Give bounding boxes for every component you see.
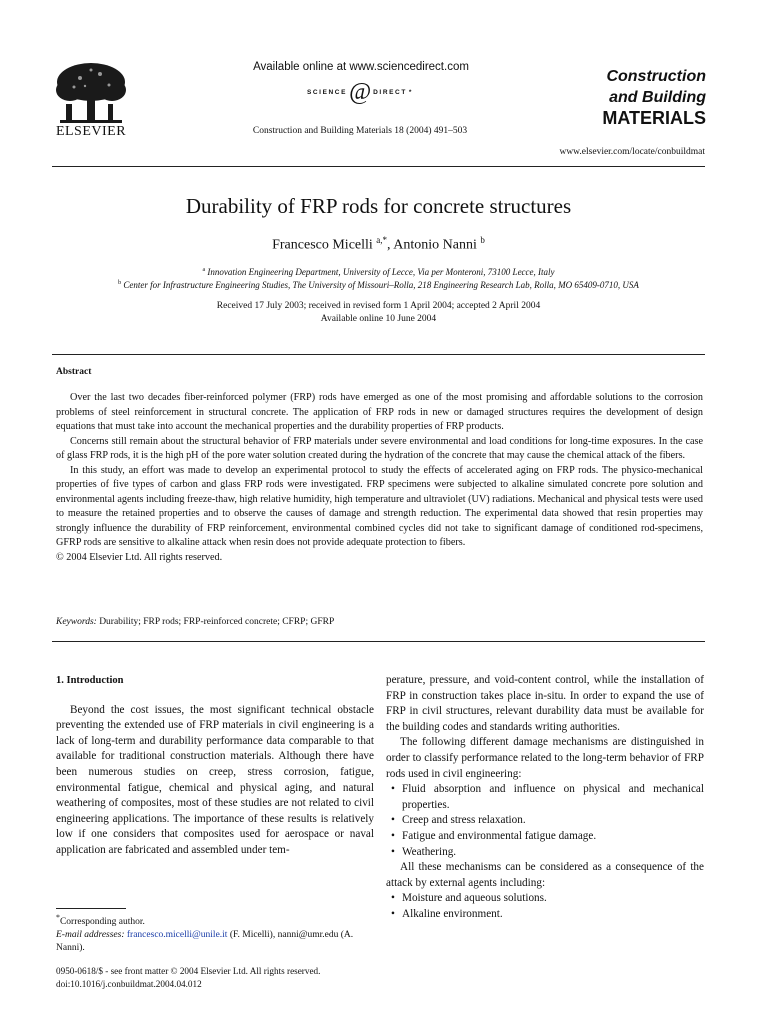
sd-right-word: DIRECT [373,88,407,96]
email-link[interactable]: francesco.micelli@unile.it [126,930,228,941]
bullet-icon: • [391,814,395,827]
section-1-heading: 1. Introduction [56,675,124,686]
list-item-text: Creep and stress relaxation. [402,814,526,827]
doi-line: doi:10.1016/j.conbuildmat.2004.04.012 [56,979,202,989]
author-1: Francesco Micelli [272,237,373,253]
body-left-column [56,673,374,859]
list-item-text: Fluid absorption and influence on physical and mechanical properties. [402,783,704,811]
keywords-label: Keywords: [56,617,97,627]
author-list [52,235,705,254]
abstract-heading: Abstract [56,367,92,377]
intro-paragraph-1-cont: perature, pressure, and void-content control, while the installation of FRP in construction takes place in-situ. In order to expand the use of FRP in civil structures, relevant durability data must be available for the building codes and standards writing authorities. [386,674,704,733]
abstract-body [56,391,703,565]
abstract-top-divider [52,354,705,355]
list-item [386,891,704,907]
abstract-paragraph-1: Over the last two decades fiber-reinforced polymer (FRP) rods have emerged as one of the most promising and affordable solutions to the corrosion problems of steel reinforcement in structural concrete. The application of FRP rods in new or damaged structures requires the development of design equations that must take into account the mechanical properties and the durability properties of FRP products. [56,392,703,432]
brand-line-1: Construction [606,68,706,85]
affiliation-b [52,280,705,290]
footnote-mark: * [56,913,60,922]
keywords-divider [52,641,705,642]
body-right-column [386,673,704,923]
affiliation-a [52,267,705,277]
list-item-text: Fatigue and environmental fatigue damage. [402,829,597,842]
intro-paragraph-2: The following different damage mechanisms are distinguished in order to classify performance related to the long-term behavior of FRP rods used in civil engineering: [386,736,704,780]
author-separator: , [387,237,394,253]
intro-paragraph-1: Beyond the cost issues, the most significant technical obstacle preventing the extended use of FRP materials in civil engineering is a lack of long-term and durability performance data comparable to that available for traditional construction materials. Although there have been numerous studies on creep, stress corrosion, fatigue, environmental fatigue, chemical and physical aging, and natural weathering of composites, most of these studies are not related to civil engineering applications. The importance of these results is relatively low if one considers that composites used for aerospace or naval application are fabricated and assembled under tem- [56,703,374,856]
sciencedirect-logo [285,80,435,104]
issn-line: 0950-0618/$ - see front matter © 2004 Elsevier Ltd. All rights reserved. [56,966,321,976]
bullet-icon: • [391,829,395,842]
footnote-emails [56,929,374,955]
header-divider [52,166,705,167]
footnote-divider [56,908,126,909]
bullet-icon: • [391,845,395,858]
bullet-icon: • [391,892,395,905]
bullet-icon: • [391,783,395,796]
affil-a-mark: a [202,267,206,273]
affil-b-text: Center for Infrastructure Engineering Studies, The University of Missouri–Rolla, 218 Engineering Research Lab, Rolla, MO 65409-0710, USA [123,280,639,290]
author-2: Antonio Nanni [393,237,477,253]
agents-list [386,891,704,922]
journal-brand [556,66,706,129]
brand-line-3: MATERIALS [602,108,706,128]
keywords [56,617,703,627]
available-date: Available online 10 June 2004 [320,314,437,324]
corresponding-footnote [56,911,374,955]
list-item [386,845,704,861]
mechanisms-list [386,782,704,860]
list-item [386,829,704,845]
publisher-name: ELSEVIER [55,124,127,139]
email-rest: (F. Micelli), nanni@umr.edu (A. Nanni). [56,930,354,954]
sd-trademark: * [408,88,414,96]
footnote-corresponding-text: Corresponding author. [59,917,145,928]
list-item [386,907,704,923]
email-label: E-mail addresses: [56,930,125,941]
sd-left-word: SCIENCE [306,88,348,96]
author-1-affil: a,* [376,235,388,245]
brand-line-2: and Building [609,89,706,106]
intro-paragraph-3: All these mechanisms can be considered as a consequence of the attack by external agents including: [386,861,704,889]
available-online-text: Available online at www.sciencedirect.com [253,61,469,73]
keywords-text: Durability; FRP rods; FRP-reinforced concrete; CFRP; GFRP [96,617,335,627]
bullet-icon: • [391,907,395,920]
abstract-copyright: © 2004 Elsevier Ltd. All rights reserved. [56,551,223,563]
abstract-paragraph-2: Concerns still remain about the structural behavior of FRP materials under severe environmental and load conditions for long-time exposures. In the case of glass FRP rods, it is the high pH of the pore water solution created during the hydration of the concrete that may cause the chemical attack of the fibers. [56,435,703,461]
footnote-corresponding [56,911,374,929]
abstract-paragraph-3: In this study, an effort was made to develop an experimental protocol to study the effects of accelerated aging on FRP rods. The physico-mechanical properties of five types of carbon and glass FRP rods were investigated. FRP specimens were subjected to alkaline simulated concrete pore solution and environmental agents including freeze-thaw, high relative humidity, high temperature and ultraviolet (UV) radiations. Mechanical and physical tests were used to measure the retained properties and to observe the causes of damage and strength reduction. The experimental data showed that resin properties may strongly influence the durability of FRP reinforcement, environmental combined cycles did not take to significant damage of conditioned rod-specimens, GFRP rods are sensitive to alkaline attack when resin does not provide adequate protection to fibers. [56,464,703,548]
affil-b-mark: b [118,280,122,286]
list-item-text: Alkaline environment. [402,907,503,920]
issn-doi [56,965,386,991]
received-dates: Received 17 July 2003; received in revised form 1 April 2004; accepted 2 April 2004 [216,301,541,311]
list-item-text: Moisture and aqueous solutions. [402,892,547,905]
list-item-text: Weathering. [402,845,457,858]
list-item [386,782,704,813]
journal-reference: Construction and Building Materials 18 (2004) 491–503 [252,126,468,136]
affil-a-text: Innovation Engineering Department, University of Lecce, Via per Monteroni, 73100 Lecce, Italy [207,267,555,277]
journal-url-link[interactable]: www.elsevier.com/locate/conbuildmat [559,147,705,157]
author-2-affil: b [480,235,485,245]
sd-at-icon: @ [349,79,372,105]
article-title: Durability of FRP rods for concrete structures [185,194,572,218]
elsevier-tree-logo [52,60,130,128]
list-item [386,813,704,829]
